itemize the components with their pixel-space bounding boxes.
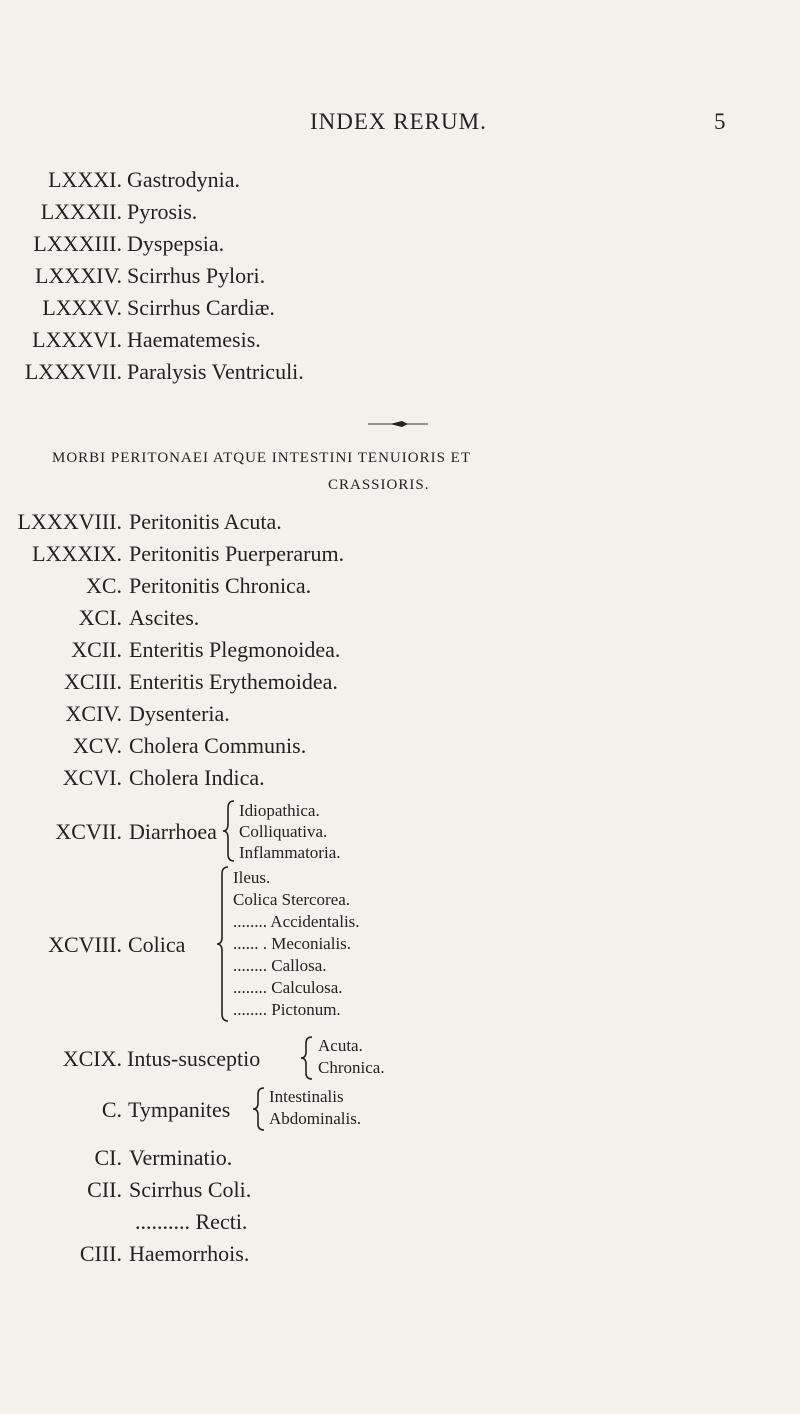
- entry-number: LXXXII.: [40, 199, 122, 224]
- sub-entry: Abdominalis.: [269, 1109, 362, 1128]
- entry-text: Enteritis Plegmonoidea.: [129, 637, 341, 662]
- entry-text: Cholera Indica.: [129, 765, 265, 790]
- entry-text: Peritonitis Chronica.: [129, 573, 312, 598]
- entry-text: Colica: [128, 932, 186, 957]
- entry-text: Verminatio.: [129, 1145, 233, 1170]
- entry-number: LXXXVII.: [24, 359, 122, 384]
- entry-number: CIII.: [79, 1241, 122, 1266]
- page-title: INDEX RERUM.: [310, 109, 487, 134]
- section-heading: MORBI PERITONAEI ATQUE INTESTINI TENUIORIS ET: [52, 450, 472, 466]
- entry-text: Ascites.: [129, 605, 200, 630]
- sub-entry: Intestinalis: [269, 1087, 344, 1106]
- entry-text: Scirrhus Pylori.: [127, 263, 266, 288]
- entry-text: Peritonitis Acuta.: [129, 509, 282, 534]
- entry-text: Diarrhoea: [129, 819, 217, 844]
- entry-number: CI.: [94, 1145, 122, 1170]
- sub-entry: Ileus.: [233, 868, 271, 887]
- entry-number: XCII.: [71, 637, 122, 662]
- left-brace: [252, 1087, 266, 1131]
- sub-entry: Acuta.: [318, 1036, 363, 1055]
- divider-ornament: [368, 419, 428, 429]
- entry-number: LXXXV.: [42, 295, 122, 320]
- entry-number: XCI.: [78, 605, 122, 630]
- entry-number: LXXXIII.: [33, 231, 122, 256]
- left-brace: [216, 866, 230, 1022]
- sub-entry: ........ Callosa.: [233, 956, 327, 975]
- entry-text: Dysenteria.: [129, 701, 230, 726]
- sub-entry: Colica Stercorea.: [233, 890, 351, 909]
- entry-text: Paralysis Ventriculi.: [127, 359, 304, 384]
- entry-text: Enteritis Erythemoidea.: [129, 669, 338, 694]
- entry-text: Dyspepsia.: [127, 231, 225, 256]
- page-number: 5: [714, 109, 727, 134]
- entry-number: XCIII.: [63, 669, 122, 694]
- section-heading-cont: CRASSIORIS.: [328, 477, 430, 493]
- entry-text: Haematemesis.: [127, 327, 261, 352]
- entry-text: Gastrodynia.: [127, 167, 241, 192]
- sub-entry: ........ Calculosa.: [233, 978, 343, 997]
- entry-number: XC.: [85, 573, 122, 598]
- entry-number: LXXXI.: [48, 167, 122, 192]
- left-brace: [222, 800, 236, 862]
- sub-entry: ........ Pictonum.: [233, 1000, 341, 1019]
- entry-number: XCVI.: [62, 765, 122, 790]
- left-brace: [300, 1036, 314, 1080]
- entry-number: C.: [101, 1097, 122, 1122]
- sub-entry: ........ Accidentalis.: [233, 912, 360, 931]
- entry-number: XCV.: [72, 733, 122, 758]
- entry-number: XCVII.: [55, 819, 122, 844]
- entry-number: CII.: [87, 1177, 122, 1202]
- entry-text: Scirrhus Coli.: [129, 1177, 252, 1202]
- entry-number: XCIV.: [65, 701, 122, 726]
- entry-text: Pyrosis.: [127, 199, 198, 224]
- entry-text: Haemorrhois.: [129, 1241, 250, 1266]
- sub-entry: ...... . Meconialis.: [233, 934, 352, 953]
- entry-text: Scirrhus Cardiæ.: [127, 295, 275, 320]
- entry-text: Cholera Communis.: [129, 733, 307, 758]
- sub-entry: Inflammatoria.: [239, 843, 341, 862]
- entry-text: .......... Recti.: [135, 1209, 248, 1234]
- entry-text: Intus-susceptio: [127, 1046, 261, 1071]
- entry-text: Peritonitis Puerperarum.: [129, 541, 345, 566]
- entry-number: LXXXVIII.: [17, 509, 122, 534]
- entry-text: Tympanites: [128, 1097, 231, 1122]
- entry-number: LXXXVI.: [32, 327, 122, 352]
- entry-number: LXXXIX.: [32, 541, 122, 566]
- sub-entry: Chronica.: [318, 1058, 385, 1077]
- sub-entry: Idiopathica.: [239, 801, 320, 820]
- entry-number: LXXXIV.: [35, 263, 122, 288]
- entry-number: XCIX.: [62, 1046, 122, 1071]
- entry-number: XCVIII.: [48, 932, 122, 957]
- sub-entry: Colliquativa.: [239, 822, 328, 841]
